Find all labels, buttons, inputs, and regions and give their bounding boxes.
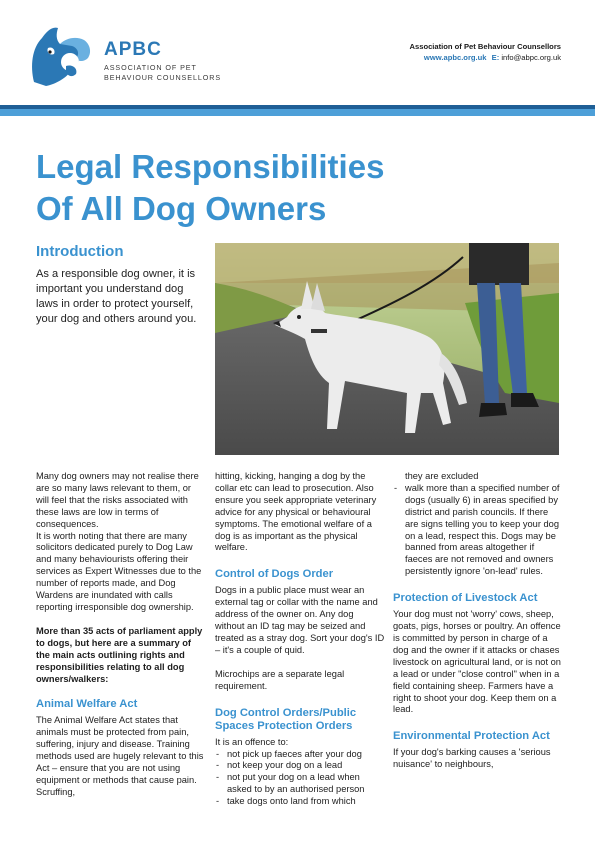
list-item: - take dogs onto land from which (215, 796, 385, 808)
list-item: - not put your dog on a lead when asked to by an authorised person (215, 772, 385, 796)
heading-dog-control-orders: Dog Control Orders/Public Spaces Protection Orders (215, 706, 357, 732)
organisation-name: Association of Pet Behaviour Counsellors (409, 42, 561, 51)
logo-subtitle-line2: BEHAVIOUR COUNSELLORS (104, 73, 222, 82)
col1-paragraph-2: It is worth noting that there are many solicitors dedicated purely to Dog Law and many behaviourists offering their services as Expert Witnesses due to the number of reports made, and Dog Wardens are inundated with calls reporting irresponsible dog ownership. (36, 530, 202, 612)
col3-paragraph-2: If your dog's barking causes a 'serious nuisance' to neighbours, (393, 747, 551, 770)
logo-wordmark (104, 40, 221, 83)
logo-abbreviation: APBC (104, 39, 162, 60)
list-item: - walk more than a specified number of dogs (usually 6) in areas specified by district and parish councils. If there are signs telling you to keep your dog on a lead, respect this. Dogs may be banned from areas altogether if faeces are not removed and owners persistently ignore 'on-lead' rules. (393, 483, 563, 578)
col2-paragraph-1: hitting, kicking, hanging a dog by the collar etc can lead to prosecution. Also ensure you seek appropriate veterinary advice for any physical or behavioural symptoms. The emotional welfare of a dog is as important as the physical welfare. (215, 471, 377, 553)
heading-protection-of-livestock-act: Protection of Livestock Act (393, 592, 538, 605)
col1-paragraph-4: The Animal Welfare Act states that animals must be protected from pain, suffering, injury and disease. Training methods used are hugely relevant to this Act – ensure that you are not using equipment or methods that cause pain. Scruffing, (36, 715, 204, 797)
email-link[interactable]: info@abpc.org.uk (501, 53, 561, 62)
column-2 (215, 471, 385, 808)
list-item: - not keep your dog on a lead (215, 760, 385, 772)
col2-paragraph-4: It is an offence to: (215, 736, 289, 747)
heading-control-of-dogs-order: Control of Dogs Order (215, 568, 334, 581)
offence-list (215, 749, 385, 809)
page-header (0, 0, 595, 104)
heading-animal-welfare-act: Animal Welfare Act (36, 698, 138, 711)
col3-paragraph-1: Your dog must not 'worry' cows, sheep, goats, pigs, horses or poultry. An offence is committed by person in charge of a dog and the owner if it attacks or chases livestock on agricultural land, or is not on a lead or under "close control" when in a field containing sheep. Farmers have a right to shoot your dog. Keep them on a lead. (393, 609, 561, 715)
col2-paragraph-3: Microchips are a separate legal requirement. (215, 668, 345, 691)
offence-list-continued (393, 483, 563, 578)
introduction-text: As a responsible dog owner, it is important you understand dog laws in order to protect yourself, your dog and others around you. (36, 268, 197, 325)
col3-list-continuation: they are excluded (405, 471, 479, 481)
col1-paragraph-1: Many dog owners may not realise there are so many laws relevant to them, or will feel that the risks associated with these laws are low in terms of consequences. (36, 471, 199, 529)
website-link[interactable]: www.apbc.org.uk (423, 53, 487, 62)
col2-paragraph-2: Dogs in a public place must wear an external tag or collar with the name and address of the owner on. Any dog without an ID tag may be seized and treated as a stray dog. Sort your dog's ID – it's a couple of quid. (215, 585, 385, 655)
page-title-line2: Of All Dog Owners (36, 190, 327, 227)
list-item: - not pick up faeces after your dog (215, 749, 385, 761)
dog-on-lead-photo (215, 243, 559, 455)
introduction-heading: Introduction (36, 243, 124, 260)
organisation-contact (410, 41, 561, 63)
heading-environmental-protection-act: Environmental Protection Act (393, 730, 550, 743)
logo-subtitle-line1: ASSOCIATION OF PET (104, 63, 197, 72)
column-1 (36, 471, 204, 799)
page-title-line1: Legal Responsibilities (36, 148, 385, 185)
header-divider-light (0, 109, 595, 116)
email-label: E: (491, 53, 500, 62)
page-title (36, 146, 456, 230)
column-3 (393, 471, 563, 771)
col1-summary-bold: More than 35 acts of parliament apply to dogs, but here are a summary of the main acts outlining rights and responsibilities relating to all dog owners/walkers: (36, 625, 203, 684)
apbc-logo-icon (26, 22, 98, 88)
